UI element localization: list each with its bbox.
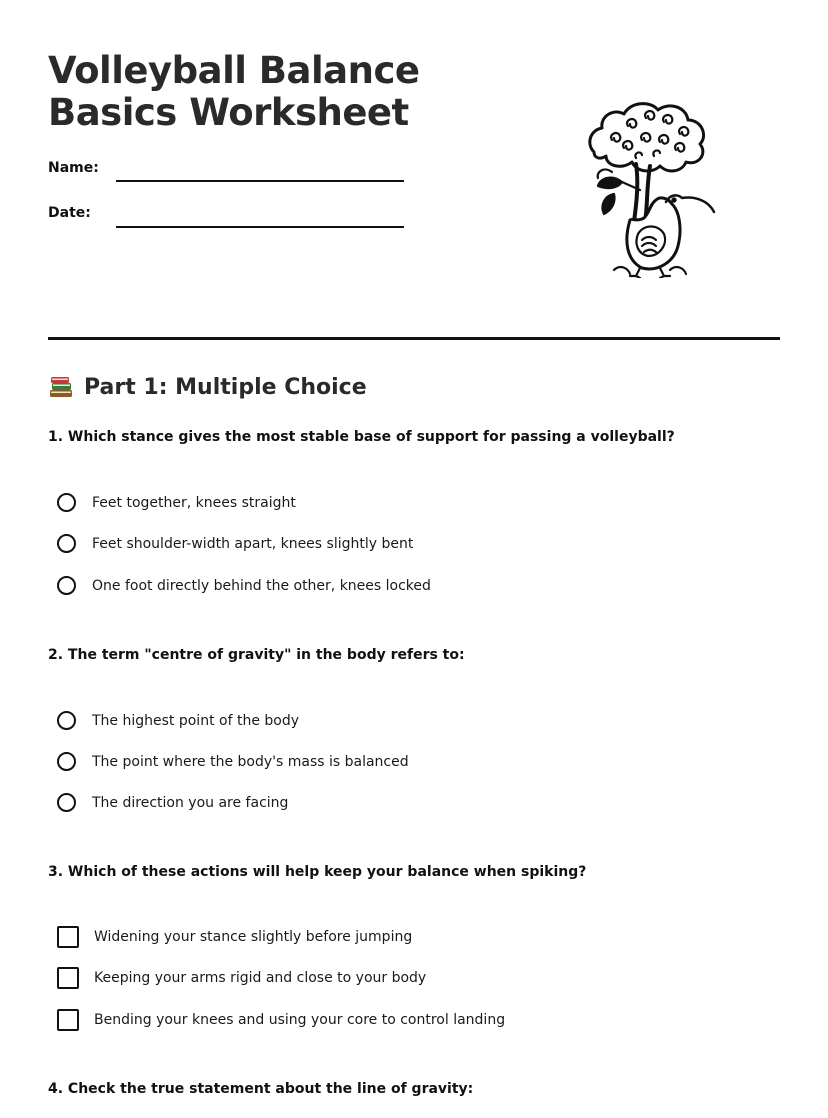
q3-option-2[interactable] [57, 967, 426, 989]
radio-button[interactable] [57, 711, 76, 730]
q3-option-3[interactable] [57, 1009, 505, 1031]
q2-option-2[interactable] [57, 752, 409, 771]
q1-option-2[interactable] [57, 534, 413, 553]
q2-option-1[interactable] [57, 711, 299, 730]
name-field[interactable] [116, 180, 404, 182]
radio-button[interactable] [57, 793, 76, 812]
option-label: The highest point of the body [92, 712, 300, 729]
question-4: 4. Check the true statement about the line of gravity: [48, 1081, 474, 1097]
option-label: Keeping your arms rigid and close to your body [94, 970, 427, 986]
checkbox[interactable] [57, 926, 79, 948]
name-label: Name: [48, 160, 99, 176]
q3-option-1[interactable] [57, 926, 412, 948]
tree-and-bird-illustration-icon [584, 100, 720, 278]
option-label: One foot directly behind the other, knees locked [92, 577, 431, 594]
q1-option-3[interactable] [57, 576, 431, 595]
option-label: Feet shoulder-width apart, knees slightly bent [92, 535, 414, 552]
radio-button[interactable] [57, 493, 76, 512]
q2-option-3[interactable] [57, 793, 288, 812]
books-icon [48, 374, 74, 400]
part-1-title: Part 1: Multiple Choice [84, 374, 367, 400]
option-label: The direction you are facing [92, 794, 289, 811]
radio-button[interactable] [57, 534, 76, 553]
q1-option-1[interactable] [57, 493, 296, 512]
title-line-1: Volleyball Balance [48, 49, 420, 92]
option-label: Widening your stance slightly before jumping [94, 929, 413, 945]
section-divider [48, 337, 780, 340]
title-line-2: Basics Worksheet [48, 91, 409, 134]
part-1-heading [48, 374, 367, 400]
question-3: 3. Which of these actions will help keep your balance when spiking? [48, 864, 587, 880]
checkbox[interactable] [57, 967, 79, 989]
date-field[interactable] [116, 226, 404, 228]
date-label: Date: [48, 205, 91, 221]
question-2: 2. The term "centre of gravity" in the body refers to: [48, 647, 465, 663]
radio-button[interactable] [57, 576, 76, 595]
radio-button[interactable] [57, 752, 76, 771]
page-title [48, 50, 420, 134]
option-label: The point where the body's mass is balanced [92, 753, 409, 770]
checkbox[interactable] [57, 1009, 79, 1031]
option-label: Bending your knees and using your core to control landing [94, 1012, 506, 1028]
option-label: Feet together, knees straight [92, 494, 296, 511]
question-1: 1. Which stance gives the most stable base of support for passing a volleyball? [48, 429, 675, 445]
